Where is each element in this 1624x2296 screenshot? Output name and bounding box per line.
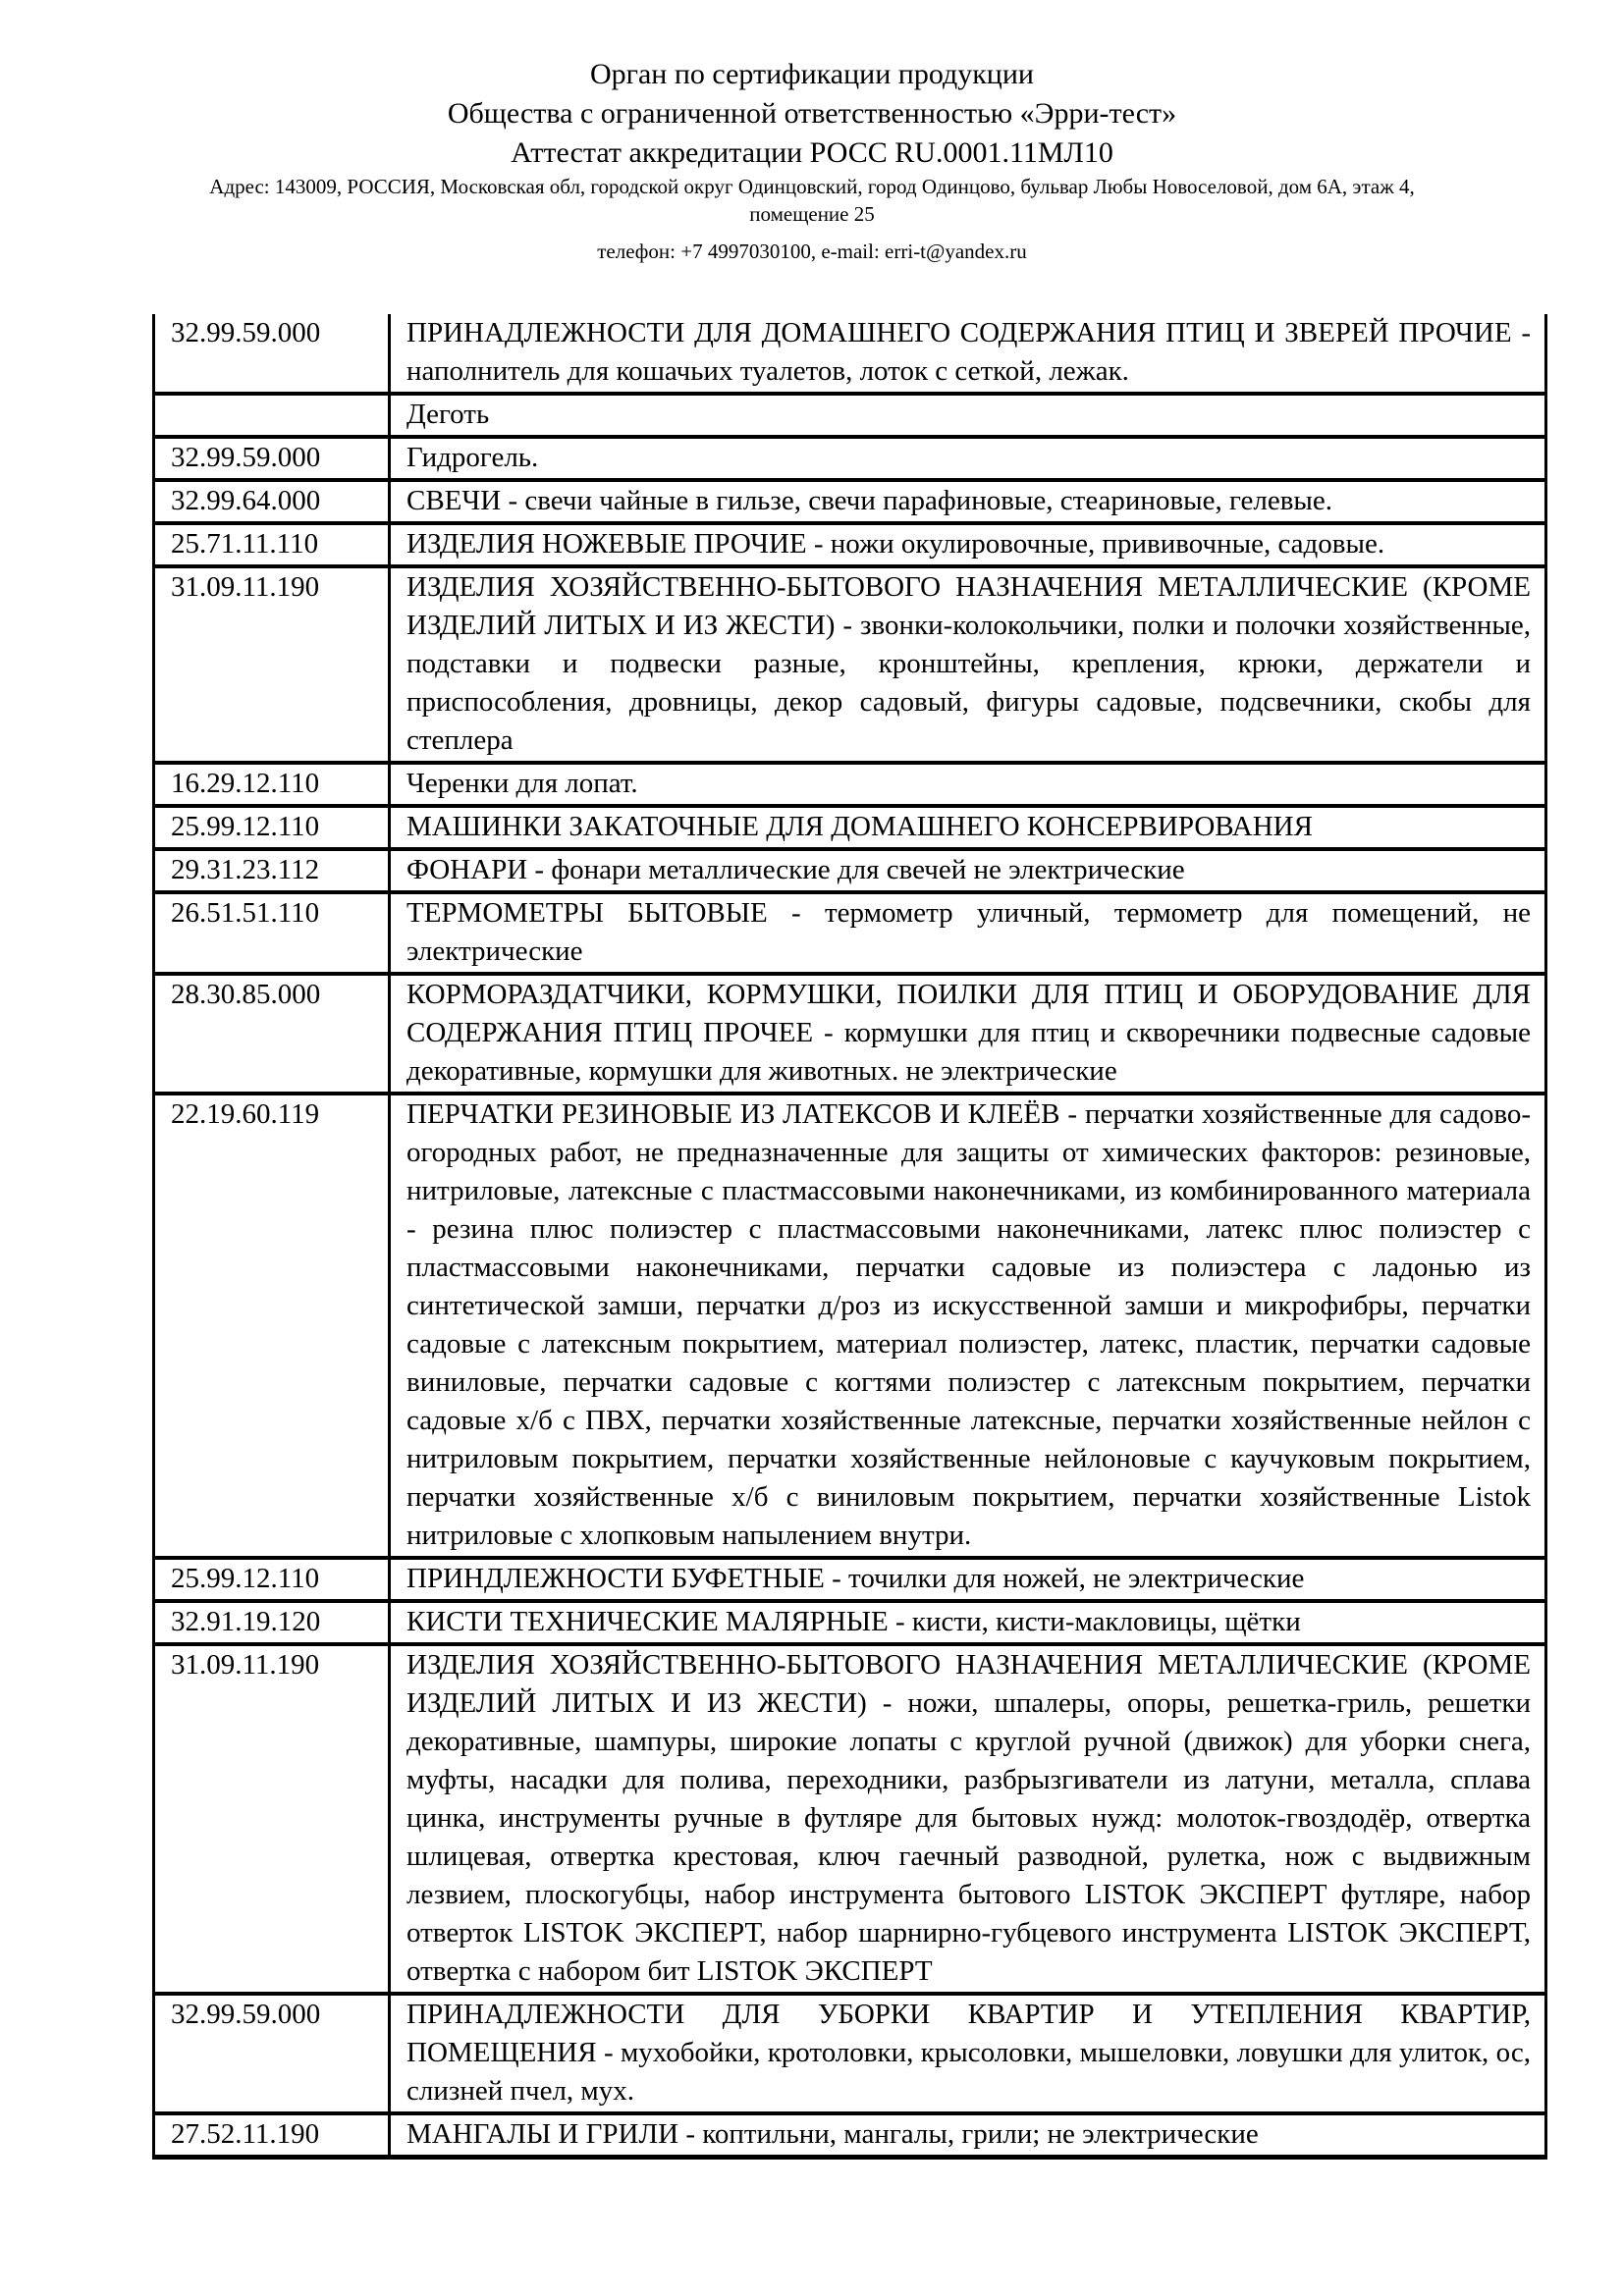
table-row xyxy=(154,566,1546,763)
table-row xyxy=(154,1558,1546,1601)
code-cell: 31.09.11.190 xyxy=(154,566,390,763)
product-codes-table xyxy=(152,314,1547,2160)
product-codes-table-body xyxy=(154,314,1546,2158)
description-cell: МАШИНКИ ЗАКАТОЧНЫЕ ДЛЯ ДОМАШНЕГО КОНСЕРВИРОВАНИЯ xyxy=(390,806,1546,849)
description-cell: Черенки для лопат. xyxy=(390,763,1546,806)
description-cell: КОРМОРАЗДАТЧИКИ, КОРМУШКИ, ПОИЛКИ ДЛЯ ПТИЦ И ОБОРУДОВАНИЕ ДЛЯ СОДЕРЖАНИЯ ПТИЦ ПРОЧЕЕ - кормушки для птиц и скворечники подвесные садовые декоративные, кормушки для животных. не электрические xyxy=(390,974,1546,1094)
description-cell: ИЗДЕЛИЯ ХОЗЯЙСТВЕННО-БЫТОВОГО НАЗНАЧЕНИЯ МЕТАЛЛИЧЕСКИЕ (КРОМЕ ИЗДЕЛИЙ ЛИТЫХ И ИЗ ЖЕСТИ) - звонки-колокольчики, полки и полочки хозяйственные, подставки и подвески разные, кронштейны, крепления, крюки, держатели и приспособления, дровницы, декор садовый, фигуры садовые, подсвечники, скобы для степлера xyxy=(390,566,1546,763)
description-cell: Деготь xyxy=(390,394,1546,437)
code-cell: 32.91.19.120 xyxy=(154,1601,390,1644)
description-cell: СВЕЧИ - свечи чайные в гильзе, свечи парафиновые, стеариновые, гелевые. xyxy=(390,480,1546,523)
org-title: Орган по сертификации продукции xyxy=(590,58,1034,90)
description-cell: Гидрогель. xyxy=(390,437,1546,480)
code-cell: 28.30.85.000 xyxy=(154,974,390,1094)
description-cell: КИСТИ ТЕХНИЧЕСКИЕ МАЛЯРНЫЕ - кисти, кисти-макловицы, щётки xyxy=(390,1601,1546,1644)
description-cell: МАНГАЛЫ И ГРИЛИ - коптильни, мангалы, грили; не электрические xyxy=(390,2113,1546,2158)
code-cell: 32.99.59.000 xyxy=(154,1994,390,2113)
org-name: Общества с ограниченной ответственностью «Эрри-тест» xyxy=(447,97,1177,130)
code-cell: 29.31.23.112 xyxy=(154,849,390,892)
description-cell: ИЗДЕЛИЯ НОЖЕВЫЕ ПРОЧИЕ - ножи окулировочные, прививочные, садовые. xyxy=(390,523,1546,566)
table-row xyxy=(154,974,1546,1094)
code-cell: 25.99.12.110 xyxy=(154,806,390,849)
description-cell: ПРИНАДЛЕЖНОСТИ ДЛЯ ДОМАШНЕГО СОДЕРЖАНИЯ ПТИЦ И ЗВЕРЕЙ ПРОЧИЕ - наполнитель для кошачьих туалетов, лоток с сеткой, лежак. xyxy=(390,314,1546,394)
code-cell: 16.29.12.110 xyxy=(154,763,390,806)
table-row xyxy=(154,314,1546,394)
code-cell xyxy=(154,394,390,437)
code-cell: 32.99.64.000 xyxy=(154,480,390,523)
code-cell: 22.19.60.119 xyxy=(154,1094,390,1558)
table-row xyxy=(154,523,1546,566)
description-cell: ПРИНАДЛЕЖНОСТИ ДЛЯ УБОРКИ КВАРТИР И УТЕПЛЕНИЯ КВАРТИР, ПОМЕЩЕНИЯ - мухобойки, кротоловки, крысоловки, мышеловки, ловушки для улиток, ос, слизней пчел, мух. xyxy=(390,1994,1546,2113)
table-row xyxy=(154,1994,1546,2113)
table-row xyxy=(154,1601,1546,1644)
code-cell: 27.52.11.190 xyxy=(154,2113,390,2158)
table-row xyxy=(154,437,1546,480)
code-cell: 25.99.12.110 xyxy=(154,1558,390,1601)
accreditation-number: Аттестат аккредитации РОСС RU.0001.11МЛ10 xyxy=(511,136,1113,169)
description-cell: ФОНАРИ - фонари металлические для свечей не электрические xyxy=(390,849,1546,892)
org-address: Адрес: 143009, РОССИЯ, Московская обл, городской округ Одинцовский, город Одинцово, бульвар Любы Новоселовой, дом 6А, этаж 4, помещение 25 xyxy=(209,175,1415,226)
description-cell: ИЗДЕЛИЯ ХОЗЯЙСТВЕННО-БЫТОВОГО НАЗНАЧЕНИЯ МЕТАЛЛИЧЕСКИЕ (КРОМЕ ИЗДЕЛИЙ ЛИТЫХ И ИЗ ЖЕСТИ) - ножи, шпалеры, опоры, решетка-гриль, решетки декоративные, шампуры, широкие лопаты с круглой ручной (движок) для уборки снега, муфты, насадки для полива, переходники, разбрызгиватели из латуни, металла, сплава цинка, инструменты ручные в футляре для бытовых нужд: молоток-гвоздодёр, отвертка шлицевая, отвертка крестовая, ключ гаечный разводной, рулетка, нож с выдвижным лезвием, плоскогубцы, набор инструмента бытового LISTOK ЭКСПЕРТ футляре, набор отверток LISTOK ЭКСПЕРТ, набор шарнирно-губцевого инструмента LISTOK ЭКСПЕРТ, отвертка с набором бит LISTOK ЭКСПЕРТ xyxy=(390,1644,1546,1994)
code-cell: 32.99.59.000 xyxy=(154,314,390,394)
code-cell: 25.71.11.110 xyxy=(154,523,390,566)
description-cell: ТЕРМОМЕТРЫ БЫТОВЫЕ - термометр уличный, термометр для помещений, не электрические xyxy=(390,892,1546,974)
description-cell: ПЕРЧАТКИ РЕЗИНОВЫЕ ИЗ ЛАТЕКСОВ И КЛЕЁВ - перчатки хозяйственные для садово-огородных работ, не предназначенные для защиты от химических факторов: резиновые, нитриловые, латексные с пластмассовыми наконечниками, из комбинированного материала - резина плюс полиэстер с пластмассовыми наконечниками, латекс плюс полиэстер с пластмассовыми наконечниками, перчатки садовые из полиэстера с ладонью из синтетической замши, перчатки д/роз из искусственной замши и микрофибры, перчатки садовые с латексным покрытием, материал полиэстер, латекс, пластик, перчатки садовые виниловые, перчатки садовые с когтями полиэстер с латексным покрытием, перчатки садовые х/б с ПВХ, перчатки хозяйственные латексные, перчатки хозяйственные нейлон с нитриловым покрытием, перчатки хозяйственные нейлоновые с каучуковым покрытием, перчатки хозяйственные х/б с виниловым покрытием, перчатки хозяйственные Listok нитриловые с хлопковым напылением внутри. xyxy=(390,1094,1546,1558)
code-cell: 26.51.51.110 xyxy=(154,892,390,974)
table-row xyxy=(154,849,1546,892)
document-header xyxy=(0,0,1624,265)
table-row xyxy=(154,2113,1546,2158)
table-row xyxy=(154,806,1546,849)
table-row xyxy=(154,1094,1546,1558)
code-cell: 31.09.11.190 xyxy=(154,1644,390,1994)
table-row xyxy=(154,763,1546,806)
description-cell: ПРИНДЛЕЖНОСТИ БУФЕТНЫЕ - точилки для ножей, не электрические xyxy=(390,1558,1546,1601)
org-contact: телефон: +7 4997030100, e-mail: erri-t@yandex.ru xyxy=(597,240,1027,263)
table-row xyxy=(154,394,1546,437)
table-row xyxy=(154,892,1546,974)
table-row xyxy=(154,480,1546,523)
table-row xyxy=(154,1644,1546,1994)
code-cell: 32.99.59.000 xyxy=(154,437,390,480)
